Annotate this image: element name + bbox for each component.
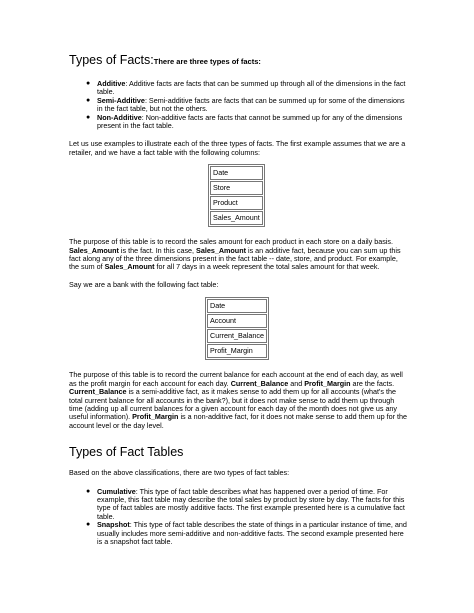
bullet-icon: ● [86, 80, 91, 87]
list-item [69, 521, 409, 546]
term: Cumulative [97, 486, 136, 496]
table-row [210, 181, 263, 195]
definition: : This type of fact table describes the state of things in a particular instance of time, and usually includes more semi-additive and non-additive facts. The second example presented here is a snapshot fact table. [97, 520, 407, 546]
bank-intro-paragraph: Say we are a bank with the following fact table: [69, 279, 219, 289]
bank-fact-table [205, 297, 269, 360]
fact-name: Current_Balance [69, 387, 127, 397]
term: Additive [97, 79, 126, 88]
text-run: and [288, 378, 305, 388]
term: Non-Additive [97, 112, 142, 122]
current-balance-paragraph [69, 371, 409, 430]
fact-table-types-list [69, 488, 409, 547]
text-run: is a semi-additive fact, as it makes sense to add them up for all accounts (what's the total current balance for all accounts in the bank?), but it does not make sense to add them up through time (adding up all current balances for a given account for each day of the month does not give us any useful information). [69, 387, 398, 422]
table-cell: Sales_Amount [210, 211, 263, 225]
fact-name: Profit_Margin [132, 412, 179, 422]
bullet-icon: ● [86, 521, 91, 529]
table-cell: Current_Balance [207, 329, 267, 343]
table-row [207, 299, 267, 313]
term: Semi-Additive [97, 95, 145, 105]
definition: : Additive facts are facts that can be summed up through all of the dimensions in the fact table. [97, 79, 406, 97]
table-cell: Product [210, 196, 263, 210]
text-run: is an additive fact, because you can sum up this fact along any of the three dimensions present in the fact table -- date, store, and product. For example, the sum of [69, 245, 401, 272]
list-item [69, 114, 409, 131]
sales-amount-paragraph [69, 238, 409, 272]
bullet-icon: ● [86, 113, 91, 121]
fact-name: Sales_Amount [69, 245, 119, 255]
fact-types-list [69, 80, 409, 130]
section-heading-types-of-fact-tables: Types of Fact Tables [69, 445, 184, 460]
fact-name: Profit_Margin [304, 378, 351, 388]
list-item [69, 80, 409, 97]
text-run: are the facts. [350, 378, 395, 388]
definition: : Non-additive facts are facts that cannot be summed up for any of the dimensions present in the fact table. [97, 112, 403, 131]
text-run: is a non-additive fact, for it does not make sense to add them up for the account level or the day level. [69, 412, 407, 430]
heading-subtitle: There are three types of facts: [153, 57, 261, 66]
retailer-intro-paragraph: Let us use examples to illustrate each of the three types of facts. The first example assumes that we are a retailer, and we have a fact table with the following columns: [69, 139, 406, 157]
term: Snapshot [97, 520, 130, 530]
fact-name: Sales_Amount [196, 245, 246, 255]
table-row [210, 211, 263, 225]
definition: : Semi-additive facts are facts that can be summed up for some of the dimensions in the fact table, but not the others. [97, 95, 405, 114]
definition: : This type of fact table describes what has happened over a period of time. For example, this fact table may describe the total sales by product by store by day. The facts for this type of fact tables are mostly additive facts. The first example presented here is a cumulative fact table. [97, 486, 405, 521]
table-cell: Account [207, 314, 267, 328]
table-row [207, 329, 267, 343]
table-cell: Profit_Margin [207, 344, 267, 358]
text-run: is the fact. In this case, [118, 245, 197, 255]
table-cell: Store [210, 181, 263, 195]
fact-name: Sales_Amount [104, 262, 155, 272]
fact-name: Current_Balance [230, 378, 289, 388]
retailer-fact-table [208, 164, 265, 227]
fact-tables-intro-paragraph: Based on the above classifications, there are two types of fact tables: [69, 468, 290, 478]
bullet-icon: ● [86, 487, 91, 495]
bullet-icon: ● [86, 96, 91, 104]
table-row [210, 196, 263, 210]
table-row [207, 344, 267, 358]
document-page [69, 52, 409, 546]
table-cell: Date [207, 299, 267, 313]
text-run: The purpose of this table is to record the current balance for each account at the end of each day, as well as the profit margin for each account for each day. [69, 370, 403, 388]
list-item [69, 97, 409, 114]
text-run: for all 7 days in a week represent the total sales amount for that week. [154, 262, 380, 272]
heading-title: Types of Facts: [69, 53, 154, 67]
section-heading-types-of-facts [69, 52, 409, 70]
table-cell: Date [210, 166, 263, 180]
list-item [69, 488, 409, 522]
table-row [210, 166, 263, 180]
table-row [207, 314, 267, 328]
text-run: The purpose of this table is to record the sales amount for each product in each store on a daily basis. [69, 237, 394, 247]
